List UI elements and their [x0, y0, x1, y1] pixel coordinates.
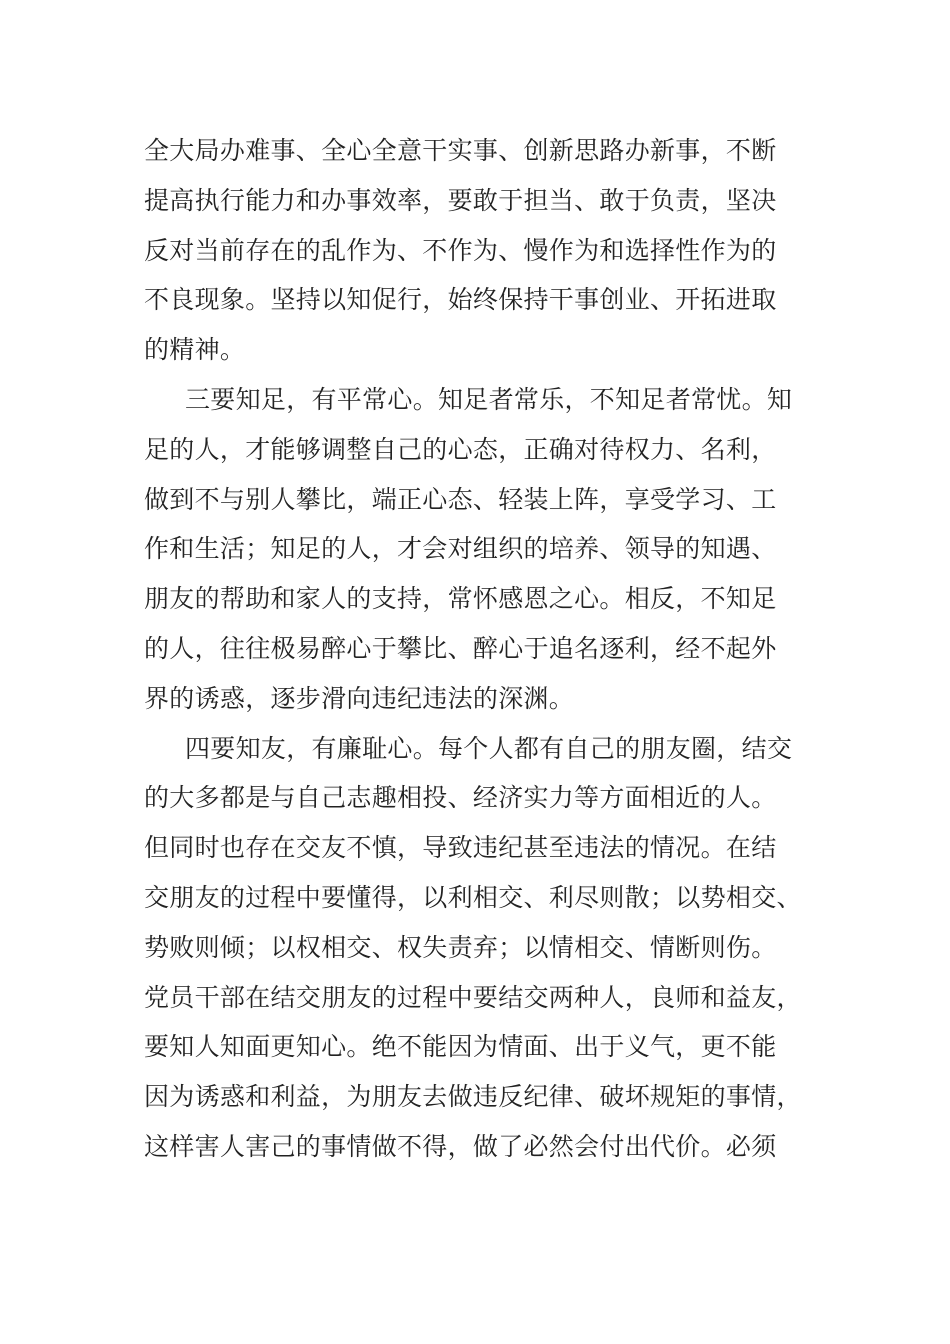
- text-line: 交朋友的过程中要懂得，以利相交、利尽则散；以势相交、: [144, 882, 802, 912]
- body-text: [144, 126, 814, 1172]
- text-line: 做到不与别人攀比，端正心态、轻装上阵，享受学习、工: [144, 484, 777, 514]
- text-line: 反对当前存在的乱作为、不作为、慢作为和选择性作为的: [144, 235, 777, 265]
- text-line: 足的人，才能够调整自己的心态，正确对待权力、名利，: [144, 434, 777, 464]
- text-line: 提高执行能力和办事效率，要敢于担当、敢于负责，坚决: [144, 185, 777, 215]
- text-line: 的人，往往极易醉心于攀比、醉心于追名逐利，经不起外: [144, 633, 777, 663]
- text-line: 朋友的帮助和家人的支持，常怀感恩之心。相反，不知足: [144, 584, 777, 614]
- text-line: 因为诱惑和利益，为朋友去做违反纪律、破坏规矩的事情，: [144, 1082, 802, 1112]
- paragraph-start-line: 三要知足，有平常心。知足者常乐，不知足者常忧。知: [185, 384, 793, 414]
- text-line: 但同时也存在交友不慎，导致违纪甚至违法的情况。在结: [144, 833, 777, 863]
- text-line: 界的诱惑，逐步滑向违纪违法的深渊。: [144, 683, 575, 713]
- text-line: 势败则倾；以权相交、权失责弃；以情相交、情断则伤。: [144, 932, 777, 962]
- paragraph-start-line: 四要知友，有廉耻心。每个人都有自己的朋友圈，结交: [185, 733, 793, 763]
- text-line: 不良现象。坚持以知促行，始终保持干事创业、开拓进取: [144, 285, 777, 315]
- text-line: 这样害人害己的事情做不得，做了必然会付出代价。必须: [144, 1131, 777, 1161]
- text-line: 党员干部在结交朋友的过程中要结交两种人，良师和益友，: [144, 982, 802, 1012]
- text-line: 的精神。: [144, 335, 246, 365]
- text-line: 全大局办难事、全心全意干实事、创新思路办新事，不断: [144, 136, 777, 165]
- text-line: 要知人知面更知心。绝不能因为情面、出于义气，更不能: [144, 1032, 777, 1062]
- text-line: 作和生活；知足的人，才会对组织的培养、领导的知遇、: [144, 534, 777, 564]
- text-line: 的大多都是与自己志趣相投、经济实力等方面相近的人。: [144, 783, 777, 813]
